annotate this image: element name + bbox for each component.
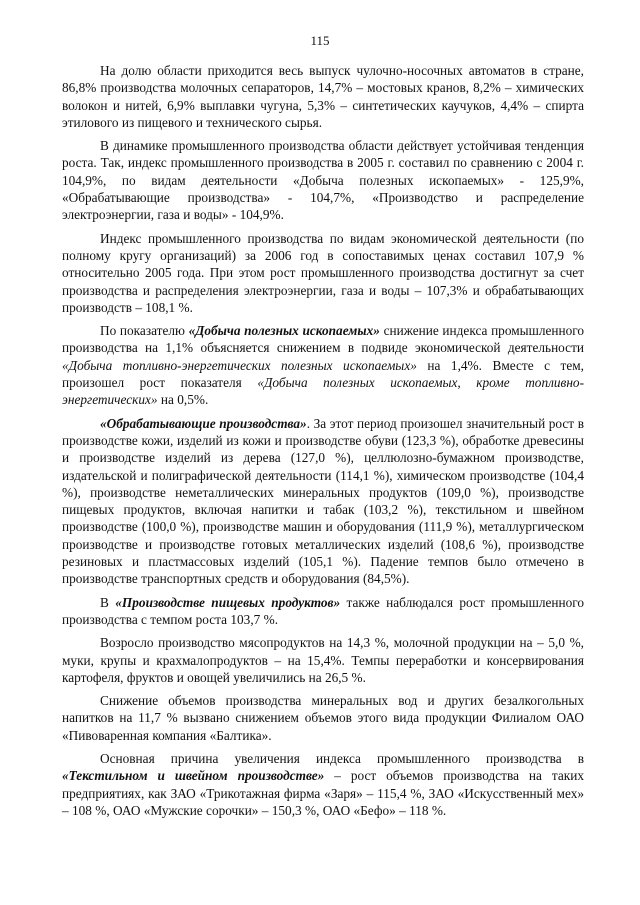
page-number: 115 bbox=[310, 33, 330, 48]
text-run: На долю области приходится весь выпуск чулочно-носочных автоматов в стране, 86,8% производства молочных сепараторов, 14,7% – мостовых кранов, 8,2% – химических волокон и нитей, 6,9% выплавки чугуна, 5,3% – синтетических каучуков, 4,4% – спирта этилового из пищевого и технического сырья. bbox=[62, 63, 584, 130]
text-run: . За этот период произошел значительный рост в производстве кожи, изделий из кожи и производстве обуви (123,3 %), обработке древесины и производстве изделий из дерева (127,0 %), целлюлозно-бумажном производстве, издательской и полиграфической деятельности (114,1 %), химическом производстве (104,4 %), производстве неметаллических минеральных продуктов (109,0 %), производстве пищевых продуктов, включая напитки и табак (103,2 %), текстильном и швейном производстве (100,0 %), производстве машин и оборудования (111,9 %), металлургическом производстве и производстве готовых металлических изделий (108,6 %), производстве резиновых и пластмассовых изделий (105,1 %). Падение темпов было отмечено в производстве транспортных средств и оборудования (84,5%). bbox=[62, 415, 584, 587]
emphasis-run: «Добыча топливно-энергетических полезных ископаемых» bbox=[62, 357, 417, 373]
text-run: снижение индекса промышленного производства на 1,1% объясняется снижением в подвиде экономической деятельности bbox=[62, 323, 585, 356]
paragraph bbox=[62, 62, 584, 131]
text-run: – рост объемов производства на таких предприятиях, как ЗАО «Трикотажная фирма «Заря» – 115,4 %, ЗАО «Искусственный мех» – 108 %, ОАО «Мужские сорочки» – 150,3 %, ОАО «Бефо» – 118 %. bbox=[62, 768, 584, 818]
paragraph bbox=[62, 322, 584, 408]
emphasis-run: «Производстве пищевых продуктов» bbox=[115, 594, 341, 610]
text-run: В bbox=[100, 594, 116, 610]
paragraph bbox=[62, 750, 584, 819]
text-run: Возросло производство мясопродуктов на 14,3 %, молочной продукции на – 5,0 %, муки, крупы и крахмалопродуктов – на 15,4%. Темпы переработки и консервирования картофеля, фруктов и овощей увеличились на 26,5 %. bbox=[62, 635, 584, 685]
paragraph bbox=[62, 137, 584, 223]
paragraph bbox=[62, 594, 584, 629]
text-run: Индекс промышленного производства по видам экономической деятельности (по полному кругу организаций) за 2006 год в сопоставимых ценах составил 107,9 % относительно 2005 года. При этом рост промышленного производства достигнут за счет производства и распределения электроэнергии, газа и воды – 107,3% и обрабатывающих производств – 108,1 %. bbox=[62, 230, 584, 315]
emphasis-run: «Обрабатывающие производства» bbox=[100, 415, 307, 431]
paragraph bbox=[62, 692, 584, 744]
text-run: на 1,4%. Вместе с тем, произошел рост показателя bbox=[62, 357, 584, 391]
text-run: Снижение объемов производства минеральных вод и других безалкогольных напитков на 11,7 % вызвано снижением объемов этого вида продукции Филиалом ОАО «Пивоваренная компания «Балтика». bbox=[62, 693, 584, 743]
emphasis-run: «Текстильном и швейном производстве» bbox=[62, 768, 325, 784]
paragraph bbox=[62, 230, 584, 316]
text-run: на 0,5%. bbox=[157, 392, 209, 408]
text-run: Основная причина увеличения индекса промышленного производства в bbox=[100, 750, 584, 766]
text-run: В динамике промышленного производства области действует устойчивая тенденция роста. Так, индекс промышленного производства в 2005 г. составил по сравнению с 2004 г. 104,9%, по видам деятельности «Добыча полезных ископаемых» - 125,9%, «Обрабатывающие производства» - 104,7%, «Производство и распределение электроэнергии, газа и воды» - 104,9%. bbox=[62, 138, 584, 223]
emphasis-run: «Добыча полезных ископаемых» bbox=[188, 323, 380, 339]
paragraph bbox=[62, 634, 584, 686]
text-run: По показателю bbox=[100, 323, 189, 339]
text-run: также наблюдался рост промышленного производства с темпом роста 103,7 %. bbox=[62, 594, 585, 627]
paragraph bbox=[62, 415, 584, 588]
page-body bbox=[62, 62, 584, 825]
emphasis-run: «Добыча полезных ископаемых, кроме топливно-энергетических» bbox=[62, 375, 584, 408]
